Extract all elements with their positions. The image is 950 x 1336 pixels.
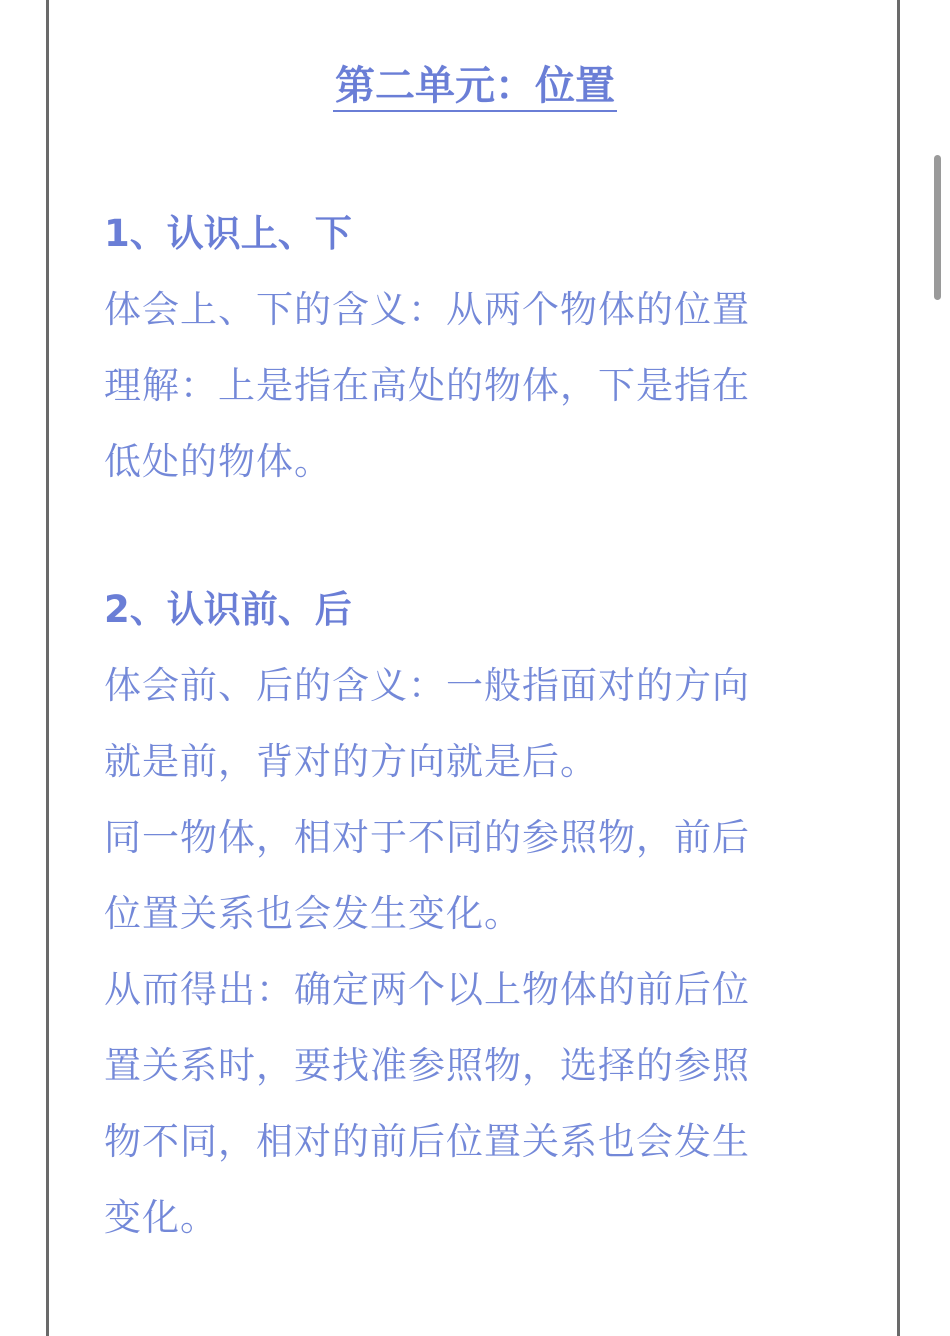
paragraph-line: 位置关系也会发生变化。 [104,892,522,935]
paragraph-line: 置关系时，要找准参照物，选择的参照 [104,1044,750,1087]
paragraph-line: 体会上、下的含义：从两个物体的位置 [104,288,750,331]
paragraph-line: 变化。 [104,1196,218,1239]
paragraph-line: 体会前、后的含义：一般指面对的方向 [104,664,750,707]
section-heading: 1、认识上、下 [104,212,352,255]
paragraph-line: 理解：上是指在高处的物体，下是指在 [104,364,750,407]
page-title-text: 第二单元：位置 [333,62,617,112]
section-heading: 2、认识前、后 [104,588,352,631]
paragraph-line: 从而得出：确定两个以上物体的前后位 [104,968,750,1011]
section-front-back [104,572,854,1256]
paragraph-line: 同一物体，相对于不同的参照物，前后 [104,816,750,859]
paragraph-line: 低处的物体。 [104,440,332,483]
page-title [104,58,846,114]
paragraph-line: 物不同，相对的前后位置关系也会发生 [104,1120,750,1163]
section-up-down [104,196,854,500]
scroll-indicator[interactable] [934,155,941,300]
paragraph-line: 就是前，背对的方向就是后。 [104,740,598,783]
